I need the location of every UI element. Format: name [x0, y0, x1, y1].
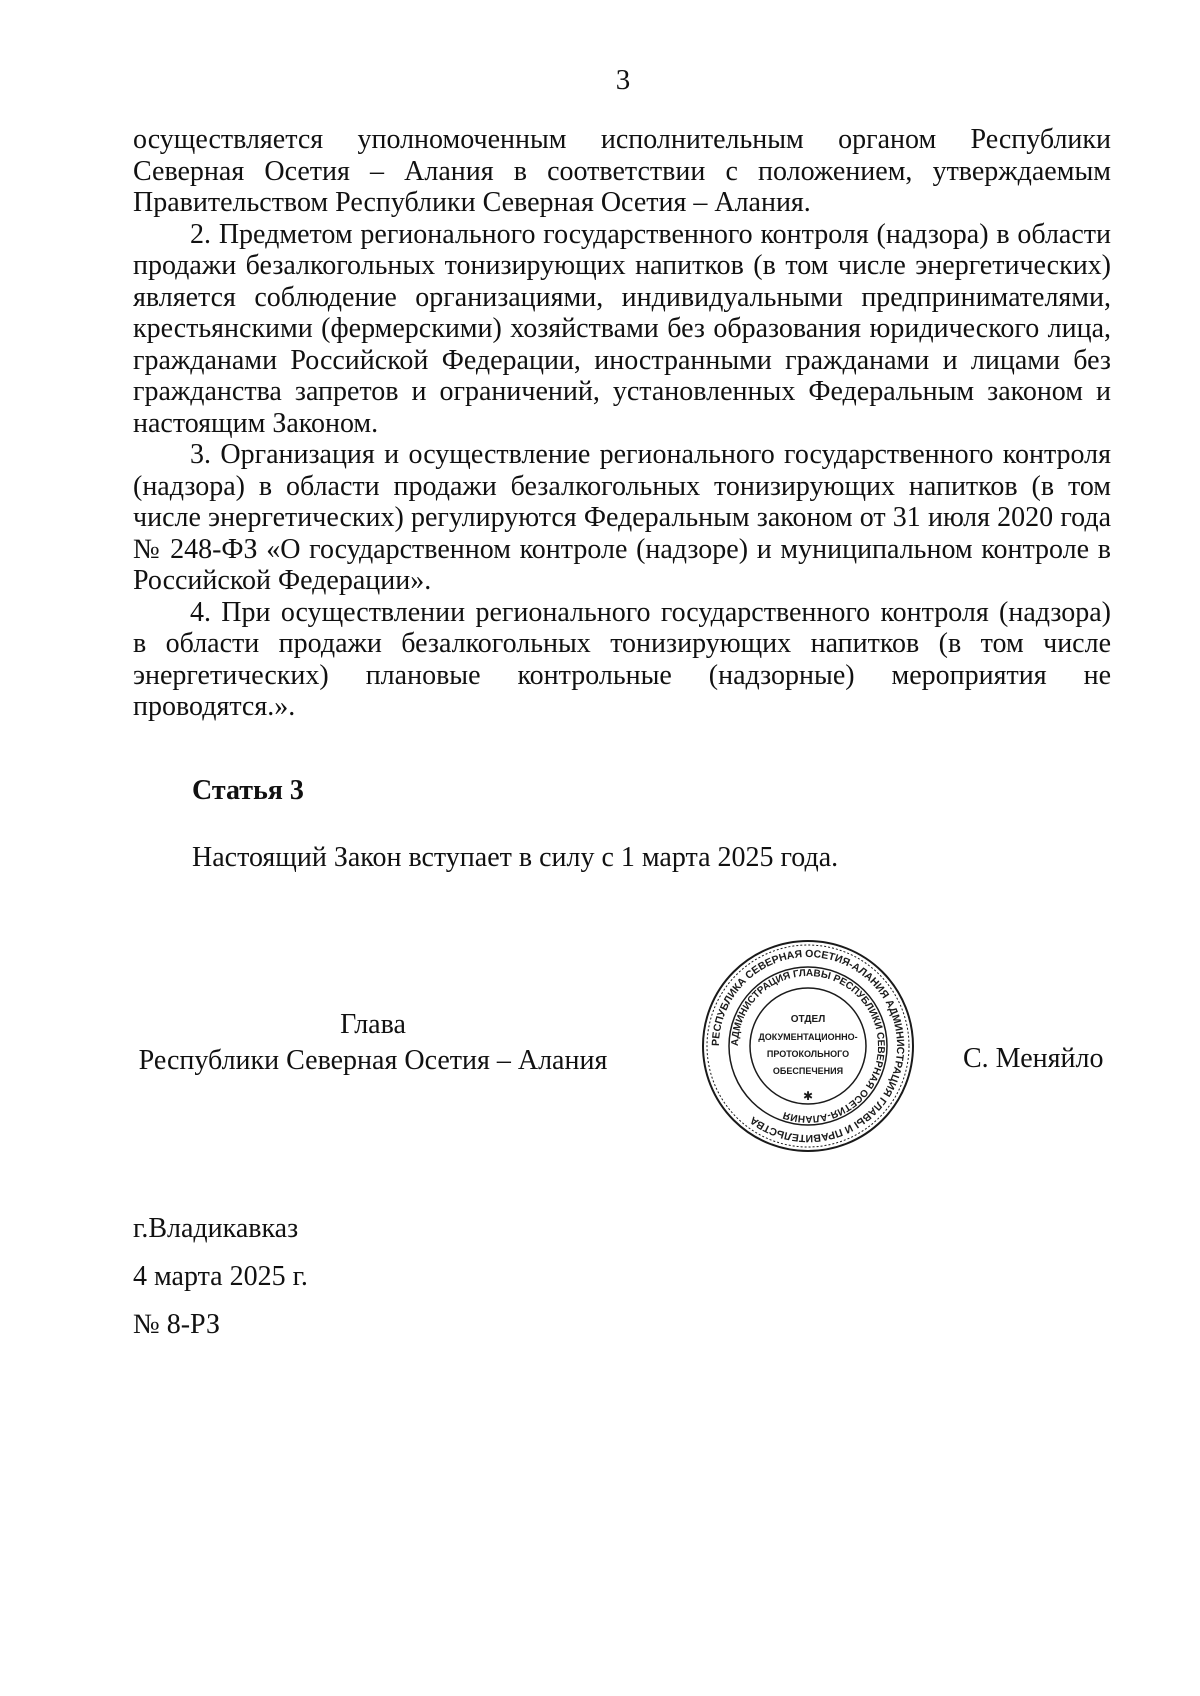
paragraph-2: 2. Предметом регионального государственного контроля (надзора) в области продажи безалкогольных тонизирующих напитков (в том числе энергетических) является соблюдение организациями, индивидуальными предпринимателями, крестьянскими (фермерскими) хозяйствами без образования юридического лица, гражданами Российской Федерации, иностранными гражданами и лицами без гражданства запретов и ограничений, установленных Федеральным законом и настоящим Законом. — [133, 218, 1111, 439]
signatory-title — [133, 1007, 613, 1079]
stamp-inner-ring-text: АДМИНИСТРАЦИЯ ГЛАВЫ РЕСПУБЛИКИ СЕВЕРНАЯ ОСЕТИЯ-АЛАНИЯ — [729, 967, 887, 1125]
paragraph-continuation: осуществляется уполномоченным исполнительным органом Республики Северная Осетия – Алания в соответствии с положением, утверждаемым Правительством Республики Северная Осетия – Алания. — [133, 124, 1111, 218]
article-3-heading: Статья 3 — [192, 775, 304, 806]
paragraph-3: 3. Организация и осуществление регионального государственного контроля (надзора) в области продажи безалкогольных тонизирующих напитков (в том числе энергетических) регулируются Федеральным законом от 31 июля 2020 года № 248-ФЗ «О государственном контроле (надзоре) и муниципальном контроле в Российской Федерации». — [133, 439, 1111, 596]
signatory-title-line-1: Глава — [340, 1009, 406, 1040]
law-number: № 8-РЗ — [133, 1309, 220, 1340]
official-seal-stamp — [700, 938, 916, 1154]
signatory-name: С. Меняйло — [963, 1043, 1104, 1074]
stamp-center-line-3: ПРОТОКОЛЬНОГО — [766, 1049, 850, 1059]
stamp-center-line-2: ДОКУМЕНТАЦИОННО- — [758, 1032, 858, 1042]
issue-city: г.Владикавказ — [133, 1213, 299, 1244]
article-3-text: Настоящий Закон вступает в силу с 1 марта 2025 года. — [192, 842, 839, 873]
signatory-title-line-2: Республики Северная Осетия – Алания — [138, 1045, 608, 1076]
issue-date: 4 марта 2025 г. — [133, 1261, 308, 1292]
law-text-body — [133, 124, 1111, 723]
page-number: 3 — [615, 64, 631, 96]
stamp-center-line-1: ОТДЕЛ — [790, 1014, 826, 1025]
stamp-star-icon: ✱ — [802, 1089, 814, 1103]
paragraph-4: 4. При осуществлении регионального государственного контроля (надзора) в области продажи безалкогольных тонизирующих напитков (в том числе энергетических) плановые контрольные (надзорные) мероприятия не проводятся.». — [133, 596, 1111, 722]
stamp-center-line-4: ОБЕСПЕЧЕНИЯ — [772, 1066, 844, 1076]
stamp-outer-ring-text: РЕСПУБЛИКА СЕВЕРНАЯ ОСЕТИЯ-АЛАНИЯ АДМИНИСТРАЦИЯ ГЛАВЫ И ПРАВИТЕЛЬСТВА — [709, 947, 907, 1145]
